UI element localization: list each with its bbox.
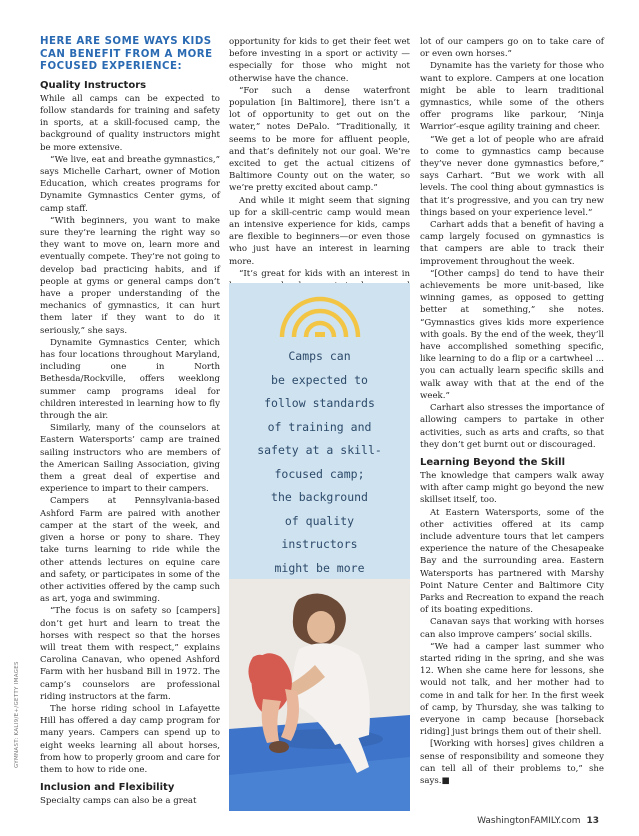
column-2: [229, 36, 410, 317]
intro-heading: HERE ARE SOME WAYS KIDS CAN BENEFIT FROM A MORE FOCUSED EXPERIENCE:: [40, 36, 213, 73]
paragraph: Dynamite has the variety for those who want to explore. Campers at one location might be able to learn traditional gymnastics, while some of the others offer programs like parkour, ‘Ninja Warrior’-esque agility training and cheer.: [420, 61, 604, 133]
paragraph: [Working with horses] gives children a sense of responsibility and someone they can tell all of their problems to,” she says.■: [420, 739, 604, 786]
page-number: 13: [586, 816, 599, 826]
paragraph: The knowledge that campers walk away with after camp might go beyond the new skillset itself, too.: [420, 470, 604, 506]
pull-quote-line: the background: [271, 490, 368, 504]
paragraph: Similarly, many of the counselors at Eastern Watersports’ camp are trained sailing instructors who are members of the American Sailing Association, giving them a great deal of expertise and experience to impart to their campers.: [40, 423, 220, 495]
paragraph: Carhart also stresses the importance of allowing campers to partake in other activities, such as arts and crafts, so that they don’t get burnt out or discouraged.: [420, 403, 604, 450]
pull-quote-line: of quality: [284, 513, 355, 528]
paragraph: “The focus is on safety so [campers] don’t get hurt and learn to treat the horses with respect so that the horses will treat them with respect,” explains Carolina Canavan, who opened Ashford Farm with her husband Bill in 1972. The camp’s counselors are professional riding instructors at the farm.: [40, 606, 220, 702]
sun-icon: [277, 293, 363, 339]
pull-quote-line: might be more: [274, 560, 365, 575]
pull-quote-sidebar: [229, 283, 410, 811]
paragraph: “We had a camper last summer who started riding in the spring, and she was 12. When she came here for lessons, she would not talk, and her mother had to come in and talk for her. In the first week of camp, by Thursday, she was talking to everyone in camp because [horseback riding] just brings them out of their shell.: [420, 641, 604, 738]
column-1: [40, 36, 220, 807]
paragraph: opportunity for kids to get their feet wet before investing in a sport or activity — especially for those who might not otherwise have the chance.: [229, 37, 410, 84]
column-3: [420, 36, 604, 787]
paragraph: “We live, eat and breathe gymnastics,” says Michelle Carhart, owner of Motion Education, which creates programs for Dynamite Gymnastics Center gyms, of camp staff.: [40, 154, 220, 214]
paragraph: While all camps can be expected to follow standards for training and safety in sports, at a skill-focused camp, the background of quality instructors might be more extensive.: [40, 93, 220, 153]
paragraph: Dynamite Gymnastics Center, which has four locations throughout Maryland, including one in North Bethesda/Rockville, offers weeklong summer camp programs ideal for children interested in learning how to fly through the air.: [40, 337, 220, 422]
paragraph: “It’s great for kids with an interest in: [239, 268, 410, 279]
paragraph: “[Other camps] do tend to have their achievements be more unit-based, like winning games, as opposed to getting better at something,” she notes. “Gymnastics gives kids more experience with goals. By the end of the week, they’ll have accomplished something specific, like learning to do a flip or a cartwheel ... you can actually learn specific skills and walk away with that at the end of the week.”: [420, 268, 604, 401]
section-heading-inclusion-flexibility: Inclusion and Flexibility: [40, 782, 175, 794]
paragraph: “For such a dense waterfront population [in Baltimore], there isn’t a lot of opportunity to get out on the water,” notes DePalo. “Traditionally, it seems to be more for affluent people, and that’s definitely not our goal. We’re excited to get the actual citizens of Baltimore County out on the water, so we’re pretty excited about camp.”: [229, 85, 410, 194]
paragraph: And while it might seem that signing up for a skill-centric camp would mean an intensive experience for kids, camps are flexible to beginners—or even those who just have an interest in learning more.: [229, 195, 410, 267]
footer-site: WashingtonFAMILY.com: [477, 816, 581, 826]
pull-quote-line: follow standards: [264, 396, 375, 410]
section-heading-learning-beyond: Learning Beyond the Skill: [420, 456, 565, 468]
paragraph: Specialty camps can also be a great: [40, 796, 197, 807]
pull-quote: [239, 345, 400, 604]
pull-quote-line: be expected to: [271, 372, 368, 387]
paragraph: lot of our campers go on to take care of or even own horses.”: [420, 37, 604, 60]
pull-quote-line: of training and: [267, 419, 372, 434]
paragraph: Carhart adds that a benefit of having a camp largely focused on gymnastics is that campers are able to track their improvement throughout the week.: [420, 220, 604, 267]
paragraph: Campers at Pennsylvania-based Ashford Farm are paired with another camper at the start of the week, and given a horse or pony to share. They take turns learning to ride while the other attends lectures on equine care and safety, or participates in some of the other activities offered by the camp such as art, yoga and swimming.: [40, 496, 220, 605]
gymnast-photo: [229, 579, 410, 811]
pull-quote-line: safety at a skill-: [257, 443, 382, 457]
photo-credit: GYMNAST: KALI9/E+/GETTY IMAGES: [14, 661, 20, 768]
pull-quote-line: Camps can: [288, 349, 351, 363]
paragraph: The horse riding school in Lafayette Hill has offered a day camp program for many years. Campers can spend up to eight weeks learning all about horses, from how to properly groom and care for them to how to ride one.: [40, 703, 220, 775]
page-footer: [477, 816, 599, 826]
section-heading-quality-instructors: Quality Instructors: [40, 79, 147, 91]
paragraph: “With beginners, you want to make sure they’re learning the right way so they want to move on, learn more and eventually compete. They’re not going to develop bad practicing habits, and if people at gyms or general camps don’t have a proper understanding of the mechanics of gymnastics, it can hurt them later if they want to do it seriously,” she says.: [40, 215, 220, 336]
pull-quote-line: focused camp;: [274, 466, 365, 481]
paragraph: Canavan says that working with horses can also improve campers’ social skills.: [420, 617, 604, 640]
paragraph: “We get a lot of people who are afraid to come to gymnastics camp because they’ve never done gymnastics before,” says Carhart. “But we work with all levels. The cool thing about gymnastics is that it’s progressive, and you can try new things based on your experience level.”: [420, 134, 604, 218]
paragraph: At Eastern Watersports, some of the other activities offered at its camp include adventure tours that let campers experience the nature of the Chesapeake Bay and the surrounding area. Eastern Watersports has partnered with Marshy Point Nature Center and Baltimore City Parks and Recreation to expand the reach of its boating expeditions.: [420, 507, 604, 616]
pull-quote-line: instructors: [281, 537, 358, 551]
